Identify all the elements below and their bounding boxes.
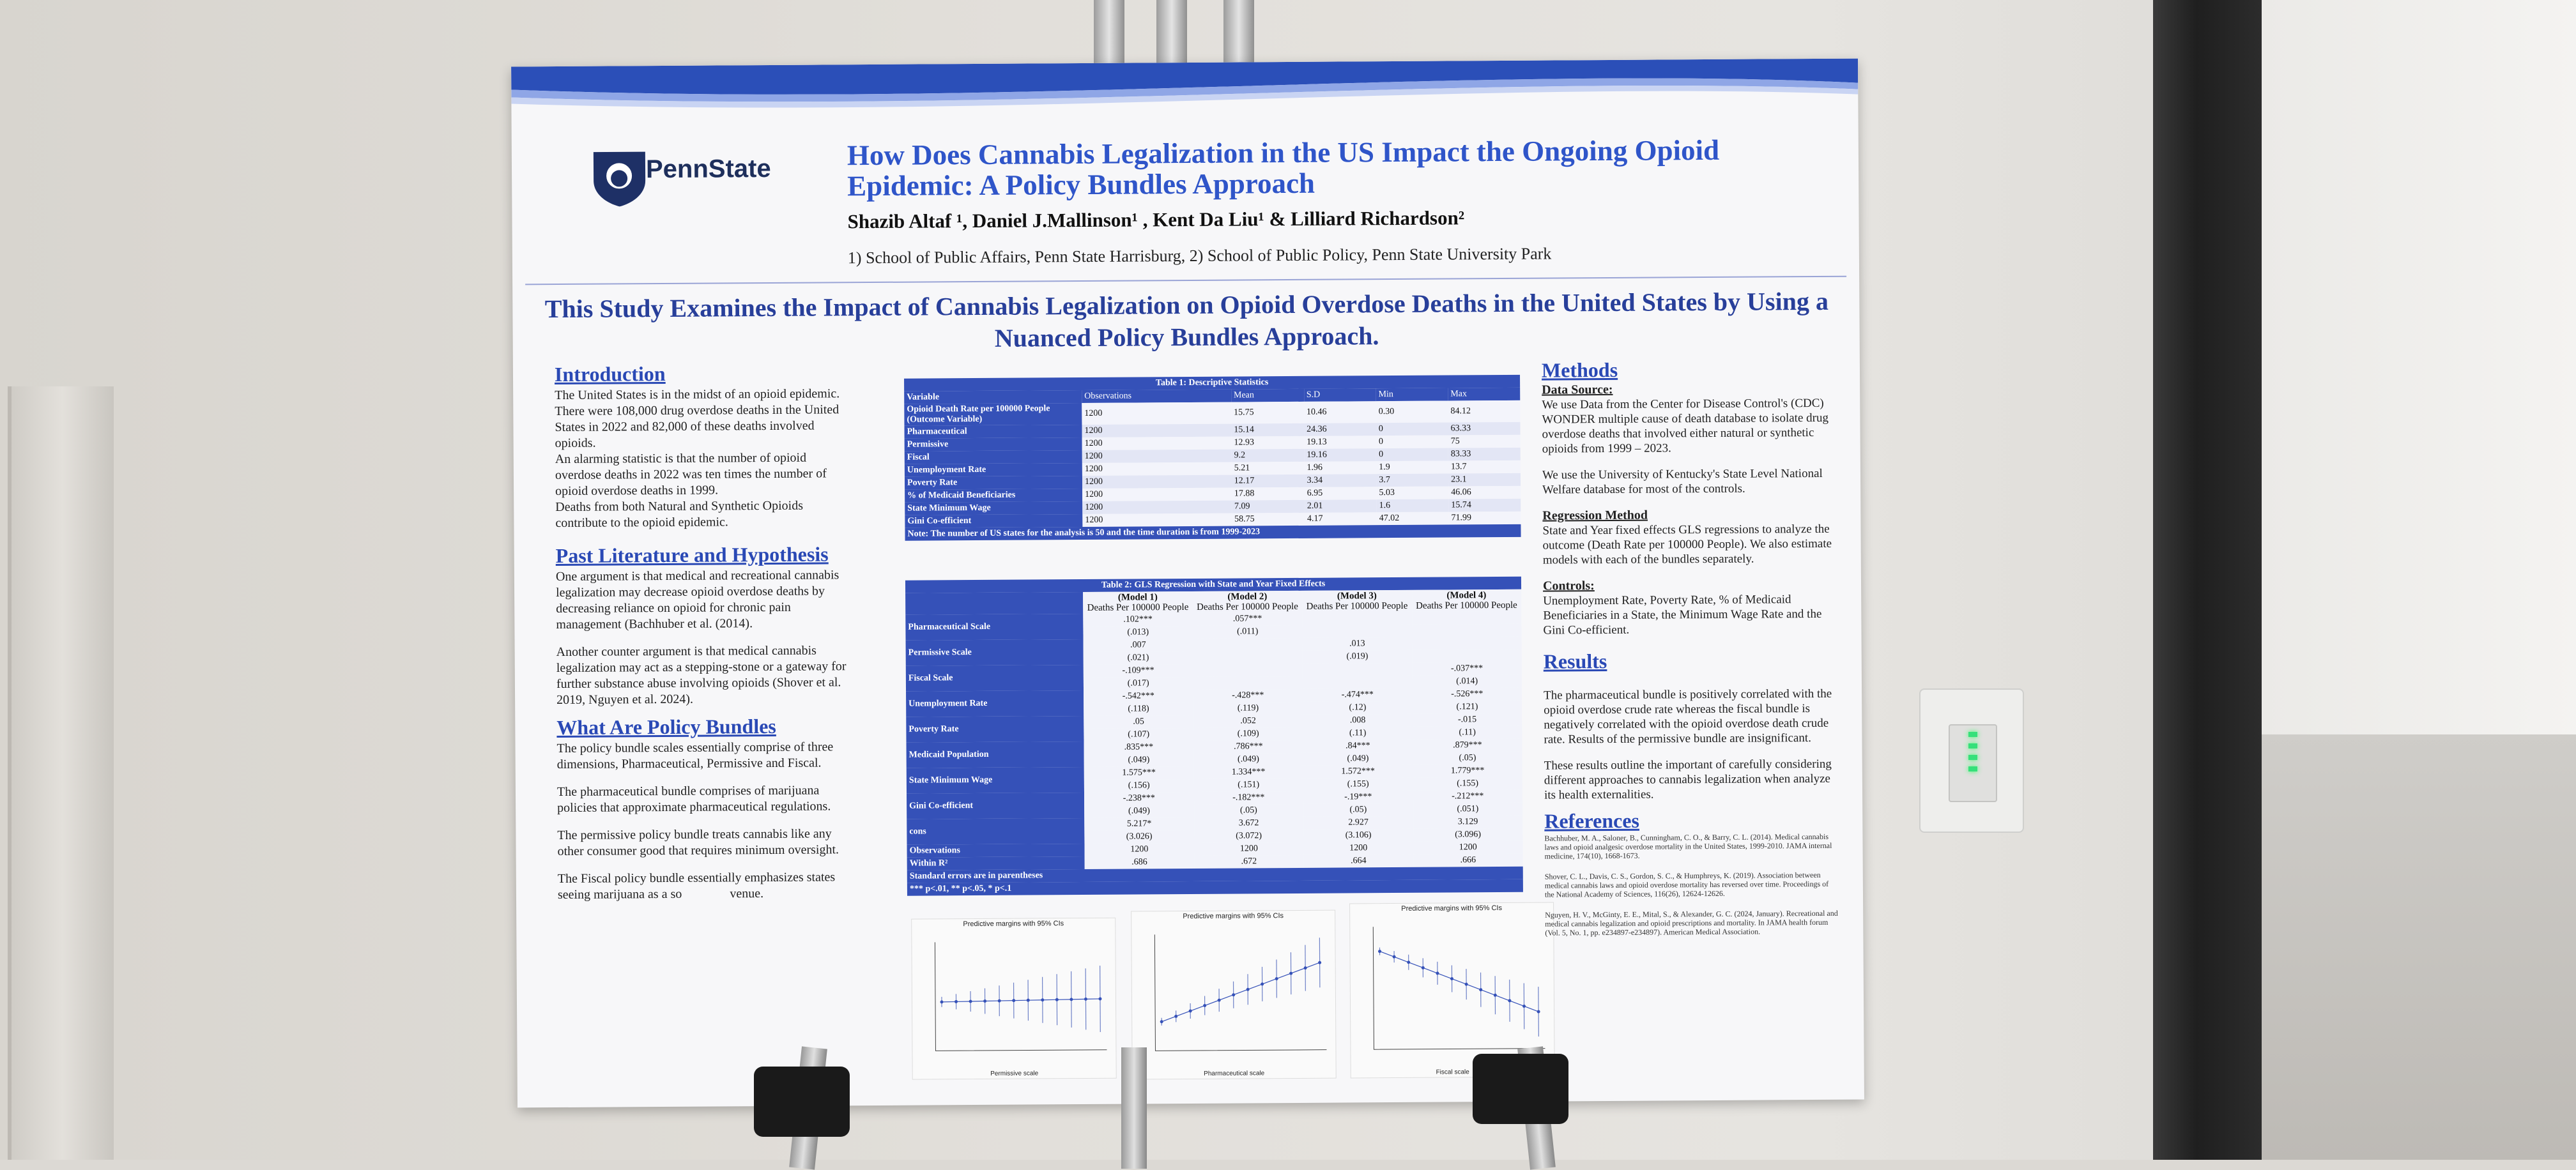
plot-title: Predictive margins with 95% CIs (912, 920, 1115, 929)
coefficient-cell (1193, 664, 1303, 677)
standard-error-cell: (.011) (1193, 625, 1303, 639)
table1-header: Min (1376, 388, 1448, 402)
standard-error-cell: (.017) (1084, 677, 1193, 690)
coefficient-cell: 1.572*** (1303, 765, 1413, 779)
table1-header: Max (1448, 388, 1520, 401)
poster-affiliations: 1) School of Public Affairs, Penn State Harrisburg, 2) School of Public Policy, Penn State University Park (848, 245, 1552, 268)
model-subheader: Deaths Per 100000 People (1414, 600, 1519, 611)
data-source-paragraph: We use Data from the Center for Disease Control's (CDC) WONDER multiple cause of death database to isolate drug overdose deaths that involved either natural or synthetic opioids from 1999 – 2023. (1542, 396, 1836, 457)
table1-cell: 2.01 (1305, 499, 1377, 513)
standard-error-cell: (.11) (1303, 727, 1413, 740)
bundles-paragraph-start: The Fiscal policy bundle essentially emphasizes states seeing marijuana as a so (558, 870, 835, 902)
left-easel-post (8, 386, 114, 1160)
standard-error-cell: (.014) (1412, 675, 1522, 688)
standard-error-cell: (.156) (1084, 779, 1194, 793)
coefficient-cell: .008 (1303, 714, 1413, 727)
table1-note: Note: The number of US states for the analysis is 50 and the time duration is from 1999-2023 (905, 524, 1521, 541)
coefficient-cell: .786*** (1193, 740, 1303, 754)
standard-error-cell (1412, 650, 1522, 663)
results-heading: Results (1544, 653, 1837, 669)
coefficient-cell: .835*** (1084, 741, 1194, 754)
coefficient-cell: -.428*** (1193, 689, 1303, 703)
table1-cell: 75 (1448, 435, 1521, 448)
reference-item: Bachhuber, M. A., Saloner, B., Cunningham, C. O., & Barry, C. L. (2014). Medical cannabis laws and opioid analgesic overdose mortality in the United States, 1999-2010. JAMA internal medicine, 174(10), 1668-1673. (1544, 832, 1838, 861)
coefficient-cell (1303, 663, 1413, 676)
table2-corner (905, 592, 1083, 615)
margins-plot-pharmaceutical (1131, 910, 1337, 1080)
standard-error-cell (1302, 625, 1412, 638)
poster-title: How Does Cannabis Legalization in the US Impact the Ongoing Opioid Epidemic: A Policy Bundles Approach (847, 134, 1806, 201)
coefficient-cell: 1200 (1084, 843, 1194, 856)
table1-cell: 0.30 (1376, 401, 1448, 423)
coefficient-cell: 1200 (1413, 841, 1523, 855)
table1-cell: 5.03 (1376, 487, 1448, 500)
table2-note: Standard errors are in parentheses (907, 867, 1523, 883)
coefficient-cell: .013 (1303, 637, 1413, 651)
light-switch-plate (1919, 688, 2024, 833)
standard-error-cell (1193, 651, 1303, 664)
table1-cell: 83.33 (1448, 448, 1521, 461)
table2-row-label: State Minimum Wage (907, 767, 1084, 794)
plot-area (1350, 913, 1554, 1069)
intro-text (555, 386, 855, 531)
reference-item: Nguyen, H. V., McGinty, E. E., Mital, S., & Alexander, G. C. (2024, January). Recreational and medical cannabis legalization and opioid prescriptions and mortality. In JAMA health forum (Vol. 5, No. 1, pp. e234897-e234897). American Medical Association. (1545, 909, 1839, 938)
table1-cell: 12.93 (1231, 436, 1304, 450)
table1-cell: 1.6 (1377, 499, 1449, 513)
coefficient-cell: 5.217* (1084, 817, 1194, 831)
table1-cell: 19.16 (1304, 448, 1376, 462)
coefficient-cell: 1.779*** (1413, 764, 1522, 778)
standard-error-cell: (.049) (1303, 752, 1413, 766)
table2-row-label: Pharmaceutical Scale (905, 614, 1083, 641)
coefficient-cell: -.238*** (1084, 792, 1194, 805)
coefficient-cell: -.037*** (1412, 662, 1522, 676)
coefficient-cell: -.182*** (1193, 791, 1303, 805)
intro-heading: Introduction (555, 365, 855, 383)
regression-paragraph: State and Year fixed effects GLS regressions to analyze the outcome (Death Rate per 100000 People). We also estimate models with each of the bundles separately. (1542, 522, 1836, 568)
coefficient-cell: .007 (1084, 639, 1193, 652)
coefficient-cell: .666 (1413, 854, 1523, 867)
table1-row-label: State Minimum Wage (905, 501, 1082, 515)
methods-heading: Methods (1542, 361, 1836, 378)
table1-cell: 71.99 (1448, 512, 1521, 525)
standard-error-cell: (.021) (1084, 651, 1193, 665)
table1-cell: 3.34 (1305, 474, 1377, 487)
standard-error-cell: (.05) (1303, 803, 1413, 817)
intro-paragraph: There were 108,000 drug overdose deaths in the United States in 2022 and 82,000 of these deaths involved opioids. (555, 402, 855, 452)
coefficient-cell: -.015 (1413, 713, 1522, 727)
table1-row-label: Fiscal (905, 450, 1082, 464)
standard-error-cell: (.051) (1413, 803, 1523, 816)
table1-cell: 1200 (1082, 488, 1232, 501)
table2-model-header (1083, 591, 1193, 614)
easel-leg-center (1121, 1047, 1147, 1169)
coefficient-cell: .664 (1304, 855, 1414, 868)
right-column (1542, 361, 1839, 949)
coefficient-cell: -.109*** (1084, 664, 1193, 678)
model-label: (Model 3) (1305, 591, 1409, 602)
margins-plot-permissive (911, 918, 1117, 1080)
table1-cell: 4.17 (1305, 512, 1377, 526)
standard-error-cell: (.119) (1193, 702, 1303, 715)
plot-axes (935, 941, 1107, 1051)
standard-error-cell: (.109) (1193, 727, 1303, 741)
table1-cell: 12.17 (1232, 475, 1305, 488)
standard-error-cell: (.05) (1194, 804, 1304, 817)
table1-cell: 23.1 (1448, 473, 1521, 487)
model-label: (Model 2) (1195, 591, 1300, 602)
table1-cell: 1200 (1082, 501, 1232, 514)
header-divider (525, 276, 1846, 285)
table1-header: Mean (1231, 389, 1304, 402)
table1-cell: 0 (1376, 448, 1448, 462)
coefficient-cell: 1.575*** (1084, 766, 1194, 780)
table1-cell: 1200 (1082, 513, 1232, 527)
coefficient-cell: .879*** (1413, 739, 1522, 752)
table1-row-label: Unemployment Rate (905, 463, 1082, 477)
coefficient-cell (1302, 612, 1412, 625)
plot-area (912, 929, 1116, 1070)
table2-row-label: Poverty Rate (906, 716, 1084, 743)
table1-cell: 6.95 (1305, 487, 1377, 500)
plot-xlabel: Fiscal scale (1351, 1068, 1554, 1077)
literature-paragraph: Another counter argument is that medical cannabis legalization may act as a stepping-stone or a gateway for further substance abuse involving opioids (Shover et al. 2019, Nguyen et al. 2024). (556, 642, 857, 708)
coefficient-cell: .052 (1193, 715, 1303, 728)
standard-error-cell (1193, 676, 1303, 690)
table1-cell: 3.7 (1376, 474, 1448, 487)
coefficient-cell (1412, 637, 1522, 650)
coefficient-cell: .686 (1085, 856, 1195, 869)
standard-error-cell: (.107) (1084, 728, 1193, 741)
table1-cell: 58.75 (1232, 513, 1305, 526)
table2-row-label: Observations (907, 844, 1084, 858)
literature-heading: Past Literature and Hypothesis (556, 546, 856, 564)
regression-label: Regression Method (1542, 507, 1836, 524)
bundles-paragraph-end: venue. (730, 886, 763, 900)
margin-point (1160, 1020, 1163, 1023)
table1-cell: 1200 (1082, 475, 1232, 489)
bundles-paragraph: The policy bundle scales essentially comprise of three dimensions, Pharmaceutical, Permissive and Fiscal. (556, 739, 857, 773)
table1-cell: 63.33 (1448, 422, 1521, 436)
plot-title: Predictive margins with 95% CIs (1350, 904, 1553, 913)
table1-cell: 10.46 (1304, 401, 1376, 423)
plot-xlabel: Pharmaceutical scale (1133, 1070, 1336, 1078)
model-subheader: Deaths Per 100000 People (1085, 602, 1190, 613)
table1-cell: 17.88 (1232, 487, 1305, 501)
coefficient-cell: .05 (1084, 715, 1193, 729)
table2-row-label: cons (907, 818, 1084, 845)
coefficient-cell: .84*** (1303, 740, 1413, 753)
table1-cell: 46.06 (1448, 486, 1521, 499)
coefficient-cell: -.474*** (1303, 688, 1413, 702)
table1-row-label: Permissive (905, 437, 1082, 452)
table1-cell: 1200 (1082, 450, 1232, 463)
door-frame (2153, 0, 2262, 1160)
coefficient-cell: .057*** (1193, 612, 1303, 626)
reference-item: Shover, C. L., Davis, C. S., Gordon, S. C., & Humphreys, K. (2019). Association between medical cannabis laws and opioid overdose mortality has reversed over time. Proceedings of the National Academy of Sciences, 116(26), 12624-12626. (1545, 870, 1839, 899)
intro-paragraph: The United States is in the midst of an opioid epidemic. (555, 386, 855, 404)
table2-row-label: Permissive Scale (906, 639, 1084, 666)
hallway-wall (2262, 0, 2576, 734)
bundles-heading: What Are Policy Bundles (556, 718, 857, 736)
margin-line (1162, 962, 1321, 1022)
poster-headline: This Study Examines the Impact of Cannabis Legalization on Opioid Overdose Deaths in the United States by Using a Nuanced Policy Bundles Approach. (538, 285, 1836, 357)
standard-error-cell: (.121) (1413, 701, 1522, 714)
model-subheader: Deaths Per 100000 People (1195, 602, 1300, 612)
table1-cell: 47.02 (1377, 512, 1449, 526)
poster-authors: Shazib Altaf ¹, Daniel J.Mallinson¹ , Kent Da Liu¹ & Lilliard Richardson² (847, 206, 1464, 233)
table1-cell: 84.12 (1448, 400, 1520, 423)
standard-error-cell (1412, 624, 1522, 637)
controls-label: Controls: (1543, 577, 1837, 594)
data-source-paragraph: We use the University of Kentucky's State Level National Welfare database for most of the controls. (1542, 466, 1836, 498)
easel-clip-right (1473, 1054, 1568, 1124)
bundles-paragraph (558, 869, 858, 903)
standard-error-cell: (.049) (1193, 753, 1303, 766)
table2-model-header (1412, 589, 1522, 612)
references-heading: References (1544, 812, 1838, 829)
table1-caption: Table 1: Descriptive Statistics (904, 375, 1520, 391)
table1-cell: 1200 (1082, 462, 1232, 476)
standard-error-cell: (.12) (1303, 701, 1413, 715)
table1-cell: 1200 (1082, 424, 1231, 437)
table1-header: Variable (904, 390, 1082, 404)
table1-cell: 13.7 (1448, 460, 1521, 474)
coefficient-cell: 1.334*** (1193, 766, 1303, 779)
light-switch[interactable] (1949, 724, 1997, 802)
table1-cell: 0 (1376, 423, 1448, 436)
model-label: (Model 4) (1414, 590, 1519, 601)
literature-paragraph: One argument is that medical and recreational cannabis legalization may decrease opioid overdose deaths by decreasing reliance on opioid for chronic pain management (Bachhuber et al. (2014). (556, 567, 857, 633)
table2-note: *** p<.01, ** p<.05, * p<.1 (907, 879, 1523, 896)
standard-error-cell: (3.026) (1084, 830, 1194, 844)
descriptive-statistics-table (904, 375, 1521, 541)
left-column (555, 365, 858, 915)
standard-error-cell: (3.072) (1194, 830, 1304, 843)
coefficient-cell: .672 (1194, 855, 1304, 869)
table1-cell: 15.14 (1231, 423, 1304, 437)
intro-paragraph: Deaths from both Natural and Synthetic Opioids contribute to the opioid epidemic. (555, 498, 855, 531)
table1-cell: 19.13 (1304, 436, 1376, 449)
table2-row-label: Medicaid Population (907, 741, 1084, 768)
standard-error-cell: (3.096) (1413, 828, 1523, 842)
margin-line (1380, 950, 1539, 1013)
table1-header: Observations (1082, 390, 1231, 403)
table1-cell: 15.74 (1448, 499, 1521, 512)
intro-paragraph: An alarming statistic is that the number of opioid overdose deaths in 2022 was ten times the number of opioid overdose deaths in 1999. (555, 450, 855, 499)
table1-header: S.D (1304, 388, 1376, 402)
standard-error-cell: (.151) (1193, 779, 1303, 792)
table1-cell: 1200 (1082, 402, 1231, 425)
table1-cell: 15.75 (1231, 402, 1304, 424)
table2-row-label: Fiscal Scale (906, 665, 1084, 692)
model-label: (Model 1) (1085, 592, 1190, 603)
table1-row-label: Pharmaceutical (904, 425, 1082, 439)
results-paragraph: These results outline the important of carefully considering different approaches to cannabis legalization when analyze its health externalities. (1544, 757, 1838, 803)
standard-error-cell: (3.106) (1303, 829, 1413, 842)
table1-cell: 24.36 (1304, 423, 1376, 436)
standard-error-cell: (.019) (1303, 650, 1413, 664)
plot-axes (1373, 926, 1545, 1050)
pennstate-logo-text: PennState (646, 155, 771, 184)
data-source-label: Data Source: (1542, 381, 1836, 398)
bundles-paragraph: The permissive policy bundle treats cannabis like any other consumer good that requires minimum oversight. (557, 826, 857, 860)
table1-row-label: Poverty Rate (905, 476, 1082, 490)
table1-cell: 1200 (1082, 437, 1232, 450)
header-swoosh (511, 59, 1858, 112)
table1-cell: 7.09 (1232, 500, 1305, 513)
standard-error-cell: (.118) (1084, 703, 1193, 716)
plot-title: Predictive margins with 95% CIs (1131, 912, 1335, 921)
table2-caption: Table 2: GLS Regression with State and Year Fixed Effects (905, 577, 1521, 593)
standard-error-cell: (.049) (1084, 805, 1194, 818)
table2-model-header (1302, 590, 1412, 612)
standard-error-cell: (.049) (1084, 754, 1194, 767)
plot-area (1131, 921, 1335, 1070)
coefficient-cell: 3.129 (1413, 816, 1523, 829)
coefficient-cell: -.542*** (1084, 690, 1193, 703)
standard-error-cell: (.013) (1083, 626, 1193, 639)
margin-line (942, 999, 1100, 1002)
coefficient-cell (1193, 638, 1303, 651)
table1-row-label: % of Medicaid Beneficiaries (905, 489, 1082, 503)
coefficient-cell (1412, 611, 1522, 625)
standard-error-cell: (.11) (1413, 726, 1522, 740)
coefficient-cell: -.19*** (1303, 791, 1413, 804)
standard-error-cell: (.155) (1413, 777, 1522, 791)
coefficient-cell: -.212*** (1413, 790, 1522, 803)
table2-row-label: Within R² (907, 856, 1085, 870)
coefficient-cell: 2.927 (1303, 816, 1413, 830)
coefficient-cell: .102*** (1083, 613, 1193, 627)
coefficient-cell: 1200 (1194, 842, 1304, 856)
coefficient-cell: 3.672 (1194, 817, 1304, 830)
bundles-paragraph: The pharmaceutical bundle comprises of marijuana policies that approximate pharmaceutical regulations. (557, 782, 857, 816)
standard-error-cell: (.05) (1413, 752, 1522, 765)
coefficient-cell: -.526*** (1413, 688, 1522, 701)
table2-row-label: Unemployment Rate (906, 690, 1084, 717)
table2-model-header (1193, 591, 1303, 613)
hallway-floor (2262, 734, 2576, 1160)
table1-cell: 0 (1376, 436, 1448, 449)
standard-error-cell: (.155) (1303, 778, 1413, 791)
table2-row-label: Gini Co-efficient (907, 793, 1084, 819)
table1-cell: 1.9 (1376, 461, 1448, 475)
standard-error-cell (1303, 676, 1413, 689)
table1-row-label: Opioid Death Rate per 100000 People (Outcome Variable) (904, 403, 1082, 426)
gls-regression-table (905, 577, 1523, 896)
results-paragraph: The pharmaceutical bundle is positively correlated with the opioid overdose crude rate whereas the fiscal bundle is negatively correlated with the opioid overdose death crude rate. Results of the permissive bundle are insignificant. (1544, 687, 1838, 747)
research-poster (511, 59, 1864, 1108)
easel-clip-left (754, 1067, 850, 1137)
table1-cell: 5.21 (1232, 462, 1305, 475)
table1-row-label: Gini Co-efficient (905, 514, 1082, 528)
controls-paragraph: Unemployment Rate, Poverty Rate, % of Medicaid Beneficiaries in a State, the Minimum Wage Rate and the Gini Co-efficient. (1543, 592, 1837, 638)
model-subheader: Deaths Per 100000 People (1305, 601, 1409, 612)
coefficient-cell: 1200 (1303, 842, 1413, 855)
table1-cell: 9.2 (1231, 449, 1304, 462)
table1-cell: 1.96 (1304, 461, 1376, 475)
plot-xlabel: Permissive scale (913, 1070, 1116, 1078)
